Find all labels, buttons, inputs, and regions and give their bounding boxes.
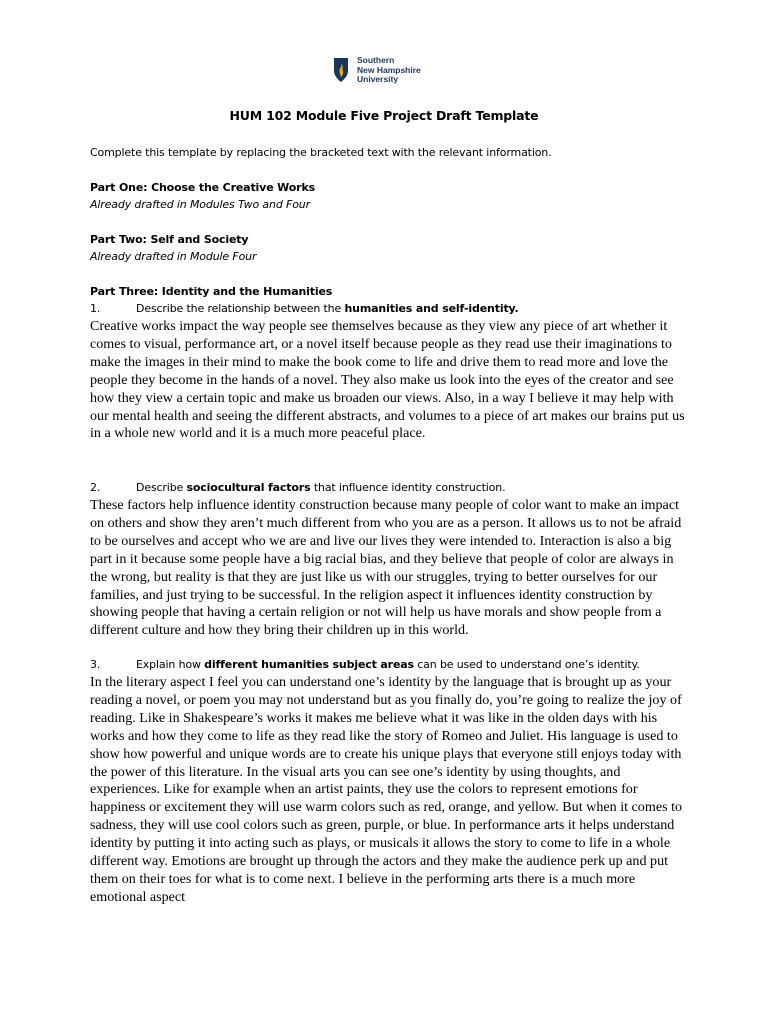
- part-one-note: Already drafted in Modules Two and Four: [90, 198, 310, 211]
- answer-3: In the literary aspect I feel you can understand one’s identity by the language that is brought up as your reading a novel, or poem you may not understand but as you finally do, you’re going to realize the joy of reading. Like in Shakespeare’s works it makes me believe what it was like in the olden days with his works and how they come to life as they read like the story of Romeo and Juliet. His language is used to show how powerful and unique words are to create his unique plays that everyone still enjoys today with the power of this literature. In the visual arts you can see one’s identity by using thoughts, and experiences. Like for example when an artist paints, they use the colors to represent emotions for happiness or excitement they will use warm colors such as red, orange, and yellow. But when it comes to sadness, they will use cool colors such as green, purple, or blue. In performance arts it helps understand identity by putting it into acting such as plays, or musicals it allows the story to come to life in a whole different way. Emotions are brought up through the actors and they make the audience perk up and put them on their toes for what is to come next. I believe in the performing arts there is a much more emotional aspect: [90, 674, 683, 905]
- question-1-number: 1.: [90, 302, 101, 315]
- question-2-number: 2.: [90, 481, 101, 494]
- document-title: HUM 102 Module Five Project Draft Template: [229, 108, 539, 123]
- answer-1: Creative works impact the way people see themselves because as they view any piece of art whether it comes to visual, performance art, or a novel itself because people as they read use their imaginations to make the images in their mind to make the book come to life and drive them to read more and love the people they become in the hands of a novel. They also make us look into the eyes of the creator and see how they view a certain topic and make us broaden our views. Also, in a way I believe it may help with our mental health and seeing the different abstracts, and volumes to a piece of art makes our brains put us in a whole new world and it is a much more peaceful place.: [90, 318, 685, 442]
- question-2-suffix: that influence identity construction.: [310, 481, 506, 494]
- logo-line-3: University: [357, 74, 399, 84]
- answer-2: These factors help influence identity construction because many people of color want to make an impact on others and show they aren’t much different from who you are as a person. It allows us to not be afraid to be ourselves and accept who we are and live our lives they were intended to. Interaction is also a big part in it because some people have a big racial bias, and they believe that people of color are always in the wrong, but reality is that they are just like us with our struggles, trying to better ourselves for our families, and just trying to be successful. In the religion aspect it influences identity construction by showing people that having a certain religion or not will help us have morals and show people from a different culture and how they bring their children up in this world.: [90, 497, 682, 639]
- question-2: [90, 479, 690, 496]
- logo-wordmark: [357, 56, 421, 85]
- part-three-heading: Part Three: Identity and the Humanities: [90, 285, 333, 298]
- question-3-emphasis: different humanities subject areas: [204, 658, 414, 671]
- question-1: [90, 300, 690, 317]
- logo-line-1: Southern: [357, 55, 395, 65]
- question-2-emphasis: sociocultural factors: [186, 481, 311, 494]
- shield-icon: [333, 57, 349, 83]
- university-logo: [333, 56, 421, 85]
- part-one-heading: Part One: Choose the Creative Works: [90, 181, 316, 194]
- question-3: [90, 656, 690, 673]
- part-two-note: Already drafted in Module Four: [90, 250, 257, 263]
- question-3-prefix: Explain how: [136, 658, 205, 671]
- question-3-number: 3.: [90, 658, 101, 671]
- logo-line-2: New Hampshire: [357, 64, 421, 75]
- part-two-heading: Part Two: Self and Society: [90, 233, 249, 246]
- question-3-suffix: can be used to understand one’s identity.: [413, 658, 640, 671]
- question-1-prefix: Describe the relationship between the: [136, 302, 345, 315]
- question-1-emphasis: humanities and self-identity.: [344, 302, 519, 315]
- instructions-text: Complete this template by replacing the bracketed text with the relevant information.: [90, 146, 552, 159]
- question-2-prefix: Describe: [136, 481, 187, 494]
